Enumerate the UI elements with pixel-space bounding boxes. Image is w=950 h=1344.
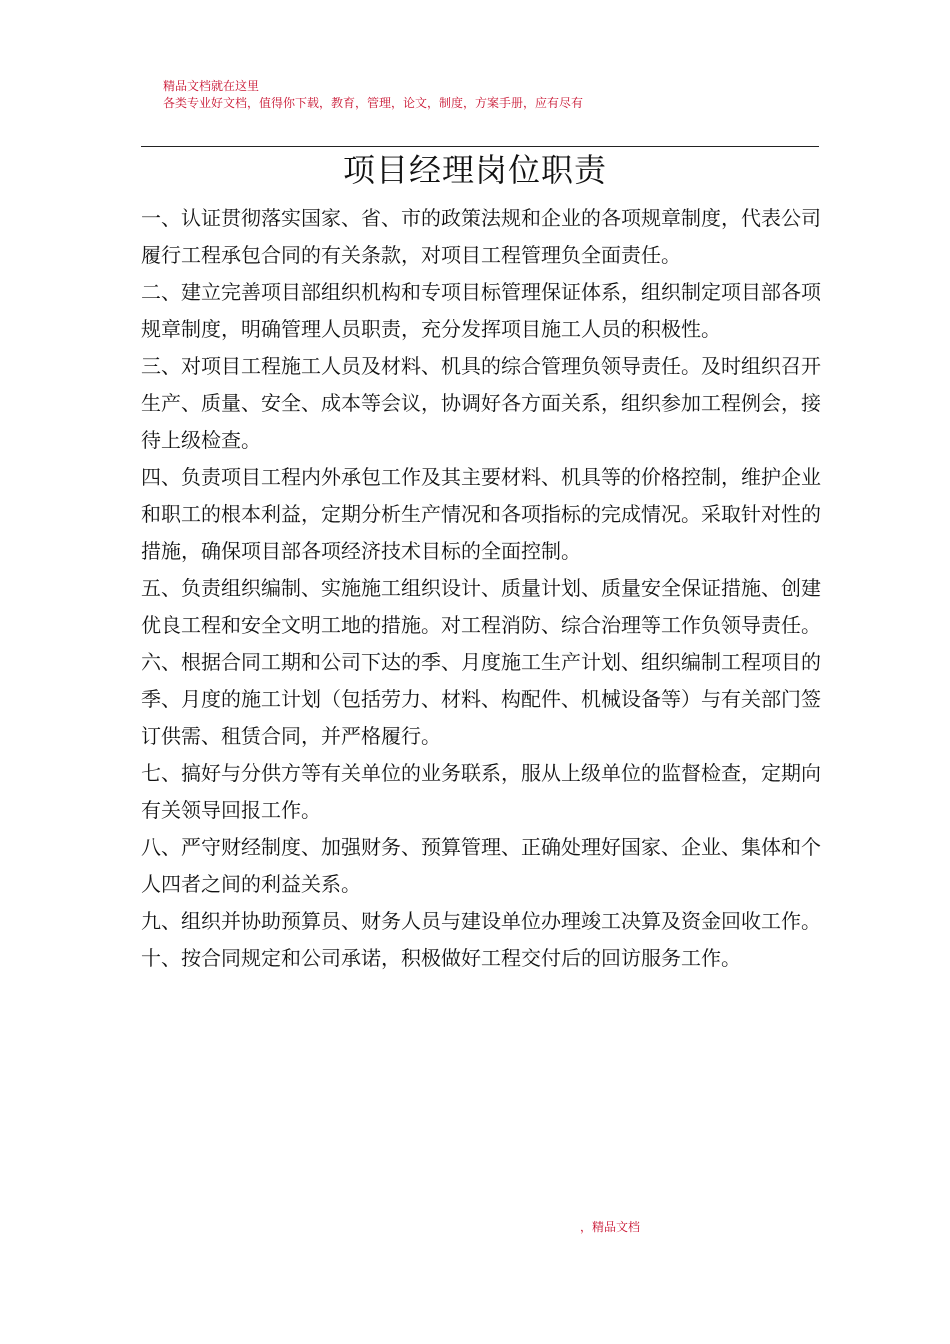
duty-paragraph-8: 八、严守财经制度、加强财务、预算管理、正确处理好国家、企业、集体和个人四者之间的利益关系。 xyxy=(141,835,821,896)
header-watermark-line2: 各类专业好文档，值得你下载，教育，管理，论文，制度，方案手册，应有尽有 xyxy=(163,96,584,110)
duty-paragraph-10: 十、按合同规定和公司承诺，积极做好工程交付后的回访服务工作。 xyxy=(141,946,741,970)
header-watermark-line1: 精品文档就在这里 xyxy=(163,79,260,93)
header-divider xyxy=(141,146,819,147)
document-body xyxy=(141,200,821,977)
duty-paragraph-6: 六、根据合同工期和公司下达的季、月度施工生产计划、组织编制工程项目的季、月度的施工计划（包括劳力、材料、构配件、机械设备等）与有关部门签订供需、租赁合同，并严格履行。 xyxy=(141,650,821,748)
document-title: 项目经理岗位职责 xyxy=(342,151,607,189)
duty-paragraph-4: 四、负责项目工程内外承包工作及其主要材料、机具等的价格控制，维护企业和职工的根本利益，定期分析生产情况和各项指标的完成情况。采取针对性的措施，确保项目部各项经济技术目标的全面控制。 xyxy=(141,465,821,563)
duty-paragraph-2: 二、建立完善项目部组织机构和专项目标管理保证体系，组织制定项目部各项规章制度，明确管理人员职责，充分发挥项目施工人员的积极性。 xyxy=(141,280,821,341)
header-watermark xyxy=(163,78,583,112)
duty-paragraph-9: 九、组织并协助预算员、财务人员与建设单位办理竣工决算及资金回收工作。 xyxy=(141,909,821,933)
duty-paragraph-3: 三、对项目工程施工人员及材料、机具的综合管理负领导责任。及时组织召开生产、质量、安全、成本等会议，协调好各方面关系，组织参加工程例会，接待上级检查。 xyxy=(141,354,821,452)
duty-paragraph-1: 一、认证贯彻落实国家、省、市的政策法规和企业的各项规章制度，代表公司履行工程承包合同的有关条款，对项目工程管理负全面责任。 xyxy=(141,206,821,267)
duty-paragraph-7: 七、搞好与分供方等有关单位的业务联系，服从上级单位的监督检查，定期向有关领导回报工作。 xyxy=(141,761,821,822)
duty-paragraph-5: 五、负责组织编制、实施施工组织设计、质量计划、质量安全保证措施、创建优良工程和安全文明工地的措施。对工程消防、综合治理等工作负领导责任。 xyxy=(141,576,821,637)
footer-watermark: ，精品文档 xyxy=(580,1220,641,1234)
